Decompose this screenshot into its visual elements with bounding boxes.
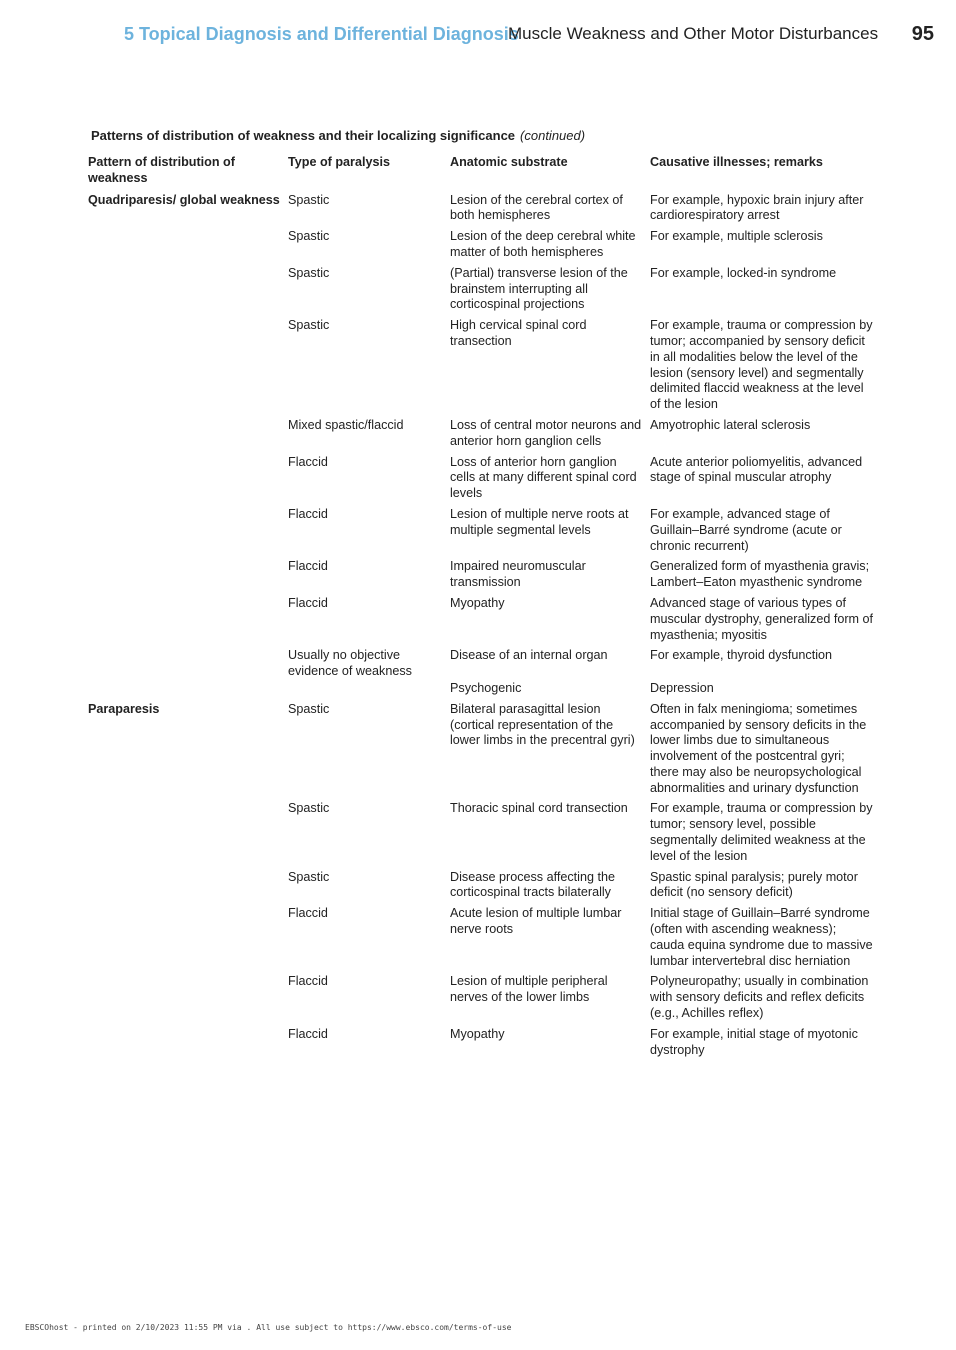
cell-remarks: Amyotrophic lateral sclerosis	[650, 417, 811, 432]
cell-pattern: Quadriparesis/ global weakness	[88, 192, 280, 207]
cell-anatomic-substrate: Lesion of multiple peripheral nerves of the lower limbs	[450, 974, 608, 1005]
cell-pattern	[86, 974, 286, 1026]
table-row	[86, 648, 878, 681]
cell-anatomic-substrate: Impaired neuromuscular transmission	[450, 559, 586, 590]
table-row	[86, 906, 878, 974]
cell-anatomic-substrate: Acute lesion of multiple lumbar nerve roots	[450, 906, 622, 937]
cell-anatomic-substrate: Lesion of the cerebral cortex of both hemispheres	[450, 192, 623, 223]
cell-anatomic-substrate: Disease of an internal organ	[450, 648, 608, 663]
cell-anatomic-substrate: Psychogenic	[450, 680, 522, 695]
table-row	[86, 455, 878, 507]
table-row	[86, 266, 878, 318]
cell-remarks: Acute anterior poliomyelitis, advanced stage of spinal muscular atrophy	[650, 454, 863, 485]
table-row	[86, 229, 878, 266]
cell-remarks: For example, trauma or compression by tumor; accompanied by sensory deficit in all modalities below the level of the lesion (sensory level) and segmentally delimited flaccid weakness at the level of the lesion	[650, 318, 873, 412]
cell-pattern	[86, 648, 286, 681]
table-row	[86, 974, 878, 1026]
cell-remarks: Depression	[650, 680, 714, 695]
cell-paralysis-type: Spastic	[288, 192, 330, 207]
cell-paralysis-type: Flaccid	[288, 974, 328, 989]
cell-paralysis-type: Spastic	[288, 229, 330, 244]
cell-paralysis-type: Spastic	[288, 869, 330, 884]
column-header-substrate: Anatomic substrate	[450, 155, 568, 169]
cell-pattern	[86, 801, 286, 869]
cell-paralysis-type: Flaccid	[288, 906, 328, 921]
cell-pattern	[86, 559, 286, 596]
cell-paralysis-type: Flaccid	[288, 559, 328, 574]
cell-remarks: For example, trauma or compression by tumor; sensory level, possible segmentally delimited weakness at the level of the lesion	[650, 801, 873, 863]
cell-anatomic-substrate: Bilateral parasagittal lesion (cortical representation of the lower limbs in the precentral gyri)	[450, 701, 635, 748]
table-row	[86, 1027, 878, 1064]
column-header-pattern: Pattern of distribution of weakness	[88, 155, 235, 185]
cell-paralysis-type: Flaccid	[288, 1026, 328, 1041]
weakness-distribution-table	[86, 155, 878, 1063]
cell-paralysis-type: Spastic	[288, 265, 330, 280]
cell-paralysis-type: Flaccid	[288, 454, 328, 469]
cell-pattern	[86, 229, 286, 266]
table-body	[86, 193, 878, 1064]
table-title-suffix: (continued)	[520, 128, 586, 143]
cell-remarks: For example, thyroid dysfunction	[650, 648, 832, 663]
cell-remarks: For example, hypoxic brain injury after cardiorespiratory arrest	[650, 192, 864, 223]
cell-remarks: Advanced stage of various types of muscular dystrophy, generalized form of myasthenia; myositis	[650, 595, 874, 642]
table-row	[86, 870, 878, 907]
cell-anatomic-substrate: High cervical spinal cord transection	[450, 318, 587, 348]
cell-paralysis-type: Spastic	[288, 318, 330, 333]
table-row	[86, 681, 878, 702]
table-row	[86, 193, 878, 230]
cell-paralysis-type: Mixed spastic/flaccid	[288, 417, 404, 432]
cell-anatomic-substrate: Loss of anterior horn ganglion cells at many different spinal cord levels	[450, 454, 637, 501]
table-row	[86, 801, 878, 869]
cell-anatomic-substrate: (Partial) transverse lesion of the brainstem interrupting all corticospinal projections	[450, 265, 628, 312]
cell-pattern	[86, 318, 286, 418]
cell-pattern	[86, 1027, 286, 1064]
cell-pattern	[86, 266, 286, 318]
cell-pattern: Paraparesis	[88, 701, 160, 716]
table-title	[91, 128, 585, 143]
cell-pattern	[86, 681, 286, 702]
cell-anatomic-substrate: Loss of central motor neurons and anterior horn ganglion cells	[450, 417, 642, 448]
cell-pattern	[86, 906, 286, 974]
cell-remarks: Spastic spinal paralysis; purely motor deficit (no sensory deficit)	[650, 869, 858, 900]
cell-remarks: Polyneuropathy; usually in combination with sensory deficits and reflex deficits (e.g., Achilles reflex)	[650, 974, 869, 1021]
cell-pattern	[86, 507, 286, 559]
cell-pattern	[86, 455, 286, 507]
cell-anatomic-substrate: Disease process affecting the corticospinal tracts bilaterally	[450, 869, 615, 900]
cell-paralysis-type: Spastic	[288, 701, 330, 716]
cell-remarks: Often in falx meningioma; sometimes accompanied by sensory deficits in the lower limbs due to simultaneous involvement of the postcentral gyri; there may also be neuropsychological abnormalities and urinary dysfunction	[650, 701, 867, 795]
table-title-text: Patterns of distribution of weakness and their localizing significance	[91, 128, 516, 143]
table-row	[86, 507, 878, 559]
chapter-title: 5 Topical Diagnosis and Differential Diagnosis	[124, 24, 519, 44]
footer-print-notice: EBSCOhost - printed on 2/10/2023 11:55 PM via . All use subject to https://www.ebsco.com/terms-of-use	[25, 1323, 512, 1332]
section-title: Muscle Weakness and Other Motor Disturbances	[508, 24, 879, 43]
column-header-remarks: Causative illnesses; remarks	[650, 155, 823, 169]
running-header	[0, 24, 956, 50]
cell-anatomic-substrate: Lesion of the deep cerebral white matter of both hemispheres	[450, 229, 636, 259]
cell-paralysis-type	[286, 681, 448, 702]
cell-remarks: For example, locked-in syndrome	[650, 265, 837, 280]
cell-anatomic-substrate: Myopathy	[450, 595, 505, 610]
cell-remarks: For example, initial stage of myotonic dystrophy	[650, 1026, 858, 1057]
cell-pattern	[86, 418, 286, 455]
cell-anatomic-substrate: Myopathy	[450, 1026, 505, 1041]
table-header-row	[86, 155, 878, 193]
table-row	[86, 596, 878, 648]
cell-remarks: Generalized form of myasthenia gravis; Lambert–Eaton myasthenic syndrome	[650, 559, 870, 590]
cell-remarks: Initial stage of Guillain–Barré syndrome (often with ascending weakness); cauda equina syndrome due to massive lumbar intervertebral disc herniation	[650, 906, 873, 968]
cell-remarks: For example, multiple sclerosis	[650, 229, 823, 244]
table-row	[86, 702, 878, 802]
cell-pattern	[86, 596, 286, 648]
cell-anatomic-substrate: Lesion of multiple nerve roots at multiple segmental levels	[450, 506, 629, 537]
cell-pattern	[86, 870, 286, 907]
column-header-type: Type of paralysis	[288, 155, 390, 169]
cell-anatomic-substrate: Thoracic spinal cord transection	[450, 801, 628, 816]
page-number: 95	[911, 23, 934, 45]
table-row	[86, 318, 878, 418]
cell-remarks: For example, advanced stage of Guillain–Barré syndrome (acute or chronic recurrent)	[650, 506, 842, 553]
cell-paralysis-type: Flaccid	[288, 595, 328, 610]
cell-paralysis-type: Spastic	[288, 801, 330, 816]
table-row	[86, 418, 878, 455]
cell-paralysis-type: Flaccid	[288, 506, 328, 521]
table-row	[86, 559, 878, 596]
cell-paralysis-type: Usually no objective evidence of weakness	[288, 648, 412, 679]
